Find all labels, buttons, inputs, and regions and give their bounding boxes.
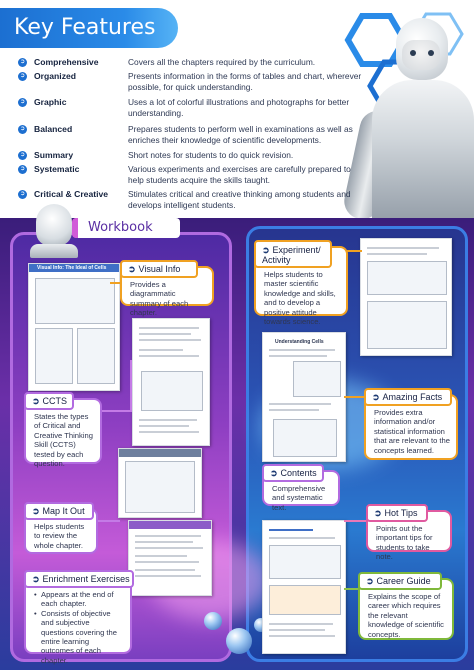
pointer-icon: ➲ xyxy=(372,392,380,402)
callout-connector xyxy=(346,250,362,252)
thumbnail-text-line xyxy=(135,561,199,563)
small-robot-head xyxy=(36,204,72,246)
thumbnail-text-line xyxy=(139,431,199,433)
molecule-sphere xyxy=(226,628,252,654)
feature-desc: Various experiments and exercises are carefully prepared to help students acquire the skills taught. xyxy=(128,164,351,185)
thumbnail-text-line xyxy=(139,355,199,357)
callout-connector xyxy=(344,396,366,398)
feature-name: Comprehensive xyxy=(34,57,99,67)
bullet-icon: ➲ xyxy=(19,152,26,158)
callout-body: Helps students to review the whole chapter. xyxy=(34,522,85,550)
callout-body: Helps students to master scientific knowledge and skills, and to develop a positive attitude towards science. xyxy=(264,270,336,327)
callout-connector xyxy=(130,360,132,412)
feature-desc: Stimulates critical and creative thinking among students and develops intelligent students. xyxy=(128,189,351,210)
callout-body: Comprehensive and systematic text. xyxy=(272,484,326,512)
bullet-icon: ➲ xyxy=(19,73,26,79)
thumbnail-text-line xyxy=(269,537,335,539)
robot-eye-left xyxy=(410,50,416,56)
pointer-icon: ➲ xyxy=(366,576,374,586)
thumbnail-text-line xyxy=(135,541,193,543)
feature-name: Graphic xyxy=(34,97,67,107)
thumbnail-text-line xyxy=(269,355,327,357)
callout-visual-info xyxy=(120,264,214,318)
page-thumbnail xyxy=(128,520,212,596)
thumbnail-text-line xyxy=(367,253,427,255)
thumbnail-diagram xyxy=(125,461,195,513)
callout-body xyxy=(34,590,124,665)
thumbnail-header-bar xyxy=(119,449,202,457)
feature-desc: Short notes for students to do quick revision. xyxy=(128,150,294,160)
bullet-icon: ➲ xyxy=(19,191,26,197)
feature-name: Organized xyxy=(34,71,77,81)
feature-desc: Presents information in the forms of tables and chart, wherever possible, for quick understanding. xyxy=(128,71,362,92)
feature-row xyxy=(18,71,362,93)
callout-title: ➲ Enrichment Exercises xyxy=(24,570,134,588)
workbook-label: Workbook xyxy=(88,220,153,235)
feature-row xyxy=(18,150,358,162)
feature-row xyxy=(18,97,358,119)
title-banner xyxy=(0,8,178,48)
callout-experiment-activity xyxy=(254,245,348,327)
bullet-icon: ➲ xyxy=(19,99,26,105)
thumbnail-heading: Understanding Cells xyxy=(275,339,324,345)
feature-name: Critical & Creative xyxy=(34,189,109,199)
callout-title: ➲ Map It Out xyxy=(24,502,94,520)
callout-title: ➲ Hot Tips xyxy=(366,504,428,522)
callout-map-it-out xyxy=(24,508,98,554)
pointer-icon: ➲ xyxy=(128,264,136,274)
page-thumbnail xyxy=(262,332,346,462)
robot-body xyxy=(372,80,474,230)
bullet-item: • Consists of objective and subjective questions covering the entire learning outcomes of each chapter. xyxy=(34,609,124,665)
thumbnail-text-line xyxy=(135,575,201,577)
callout-title: ➲ CCTS xyxy=(24,392,74,410)
pointer-icon: ➲ xyxy=(374,508,382,518)
bullet-item: • Appears at the end of each chapter. xyxy=(34,590,124,609)
page-thumbnail xyxy=(28,263,120,391)
page-title: Key Features xyxy=(14,15,156,40)
thumbnail-diagram xyxy=(35,328,73,384)
thumbnail-text-line xyxy=(269,635,335,637)
robot-face xyxy=(402,40,440,70)
thumbnail-text-line xyxy=(139,349,183,351)
thumbnail-text-line xyxy=(135,547,203,549)
pointer-icon: ➲ xyxy=(32,574,40,584)
callout-body: Explains the scope of career which requires the relevant knowledge of scientific concepts. xyxy=(368,592,444,639)
pointer-icon: ➲ xyxy=(32,396,40,406)
thumbnail-text-line xyxy=(269,403,331,405)
feature-row xyxy=(18,124,358,146)
callout-career-guide xyxy=(358,578,454,640)
thumbnail-text-line xyxy=(139,327,199,329)
thumbnail-diagram xyxy=(273,419,337,457)
page-thumbnail xyxy=(132,318,210,446)
feature-desc: Uses a lot of colorful illustrations and photographs for better understanding. xyxy=(128,97,350,118)
thumbnail-diagram xyxy=(269,585,341,615)
callout-contents xyxy=(262,468,340,512)
thumbnail-diagram xyxy=(293,361,341,397)
thumbnail-text-line xyxy=(139,333,191,335)
thumbnail-text-line xyxy=(135,555,187,557)
small-robot-body xyxy=(30,244,78,258)
page-thumbnail xyxy=(262,520,346,654)
thumbnail-heading: Visual Info: The Ideal of Cells xyxy=(37,265,107,271)
thumbnail-text-line xyxy=(269,349,335,351)
bullet-icon: ➲ xyxy=(19,126,26,132)
thumbnail-text-line xyxy=(135,535,201,537)
feature-row xyxy=(18,189,358,211)
thumbnail-header-bar xyxy=(129,521,212,529)
callout-connector xyxy=(96,520,120,522)
workbook-tab xyxy=(72,218,180,238)
thumbnail-diagram xyxy=(141,371,203,411)
callout-enrichment-exercises xyxy=(24,574,132,665)
molecule-sphere xyxy=(204,612,222,630)
callout-connector xyxy=(344,520,368,522)
feature-name: Systematic xyxy=(34,164,80,174)
thumbnail-diagram xyxy=(77,328,115,384)
callout-title: ➲ Experiment/ Activity xyxy=(254,240,332,268)
feature-row xyxy=(18,164,358,186)
feature-desc: Prepares students to perform well in examinations as well as enriches their knowledge of scientific developments. xyxy=(128,124,353,145)
callout-amazing-facts xyxy=(364,394,458,460)
callout-title: ➲ Amazing Facts xyxy=(364,388,452,406)
callout-body: Provides extra information and/or statistical information that are relevant to the concepts learned. xyxy=(374,408,450,455)
thumbnail-text-line xyxy=(139,425,189,427)
thumbnail-text-line xyxy=(139,339,201,341)
feature-desc: Covers all the chapters required by the curriculum. xyxy=(128,57,316,67)
thumbnail-diagram xyxy=(367,261,447,295)
thumbnail-diagram xyxy=(269,545,341,579)
callout-body: Provides a diagrammatic summary of each chapter. xyxy=(130,280,189,318)
thumbnail-text-line xyxy=(269,629,325,631)
thumbnail-text-line xyxy=(269,529,313,531)
page-thumbnail xyxy=(360,238,452,356)
robot-eye-right xyxy=(428,50,434,56)
feature-row xyxy=(18,57,358,69)
callout-connector xyxy=(98,410,132,412)
bullet-icon: ➲ xyxy=(19,166,26,172)
thumbnail-text-line xyxy=(269,623,333,625)
callout-body: Points out the important tips for students to take note. xyxy=(376,524,433,562)
thumbnail-diagram xyxy=(367,301,447,349)
thumbnail-text-line xyxy=(269,409,319,411)
callout-title: ➲ Career Guide xyxy=(358,572,442,590)
thumbnail-text-line xyxy=(135,569,195,571)
callout-body: States the types of Critical and Creative Thinking Skill (CCTS) tested by each question. xyxy=(34,412,93,469)
callout-ccts xyxy=(24,396,102,469)
thumbnail-text-line xyxy=(139,419,197,421)
bullet-icon: ➲ xyxy=(19,59,26,65)
thumbnail-text-line xyxy=(367,247,439,249)
page-thumbnail xyxy=(118,448,202,518)
feature-name: Summary xyxy=(34,150,74,160)
thumbnail-diagram xyxy=(35,278,115,324)
feature-name: Balanced xyxy=(34,124,73,134)
callout-hot-tips xyxy=(366,508,452,562)
pointer-icon: ➲ xyxy=(32,506,40,516)
callout-title: ➲ Contents xyxy=(262,464,324,482)
pointer-icon: ➲ xyxy=(270,468,278,478)
pointer-icon: ➲ xyxy=(262,245,270,255)
callout-title: ➲ Visual Info xyxy=(120,260,198,278)
